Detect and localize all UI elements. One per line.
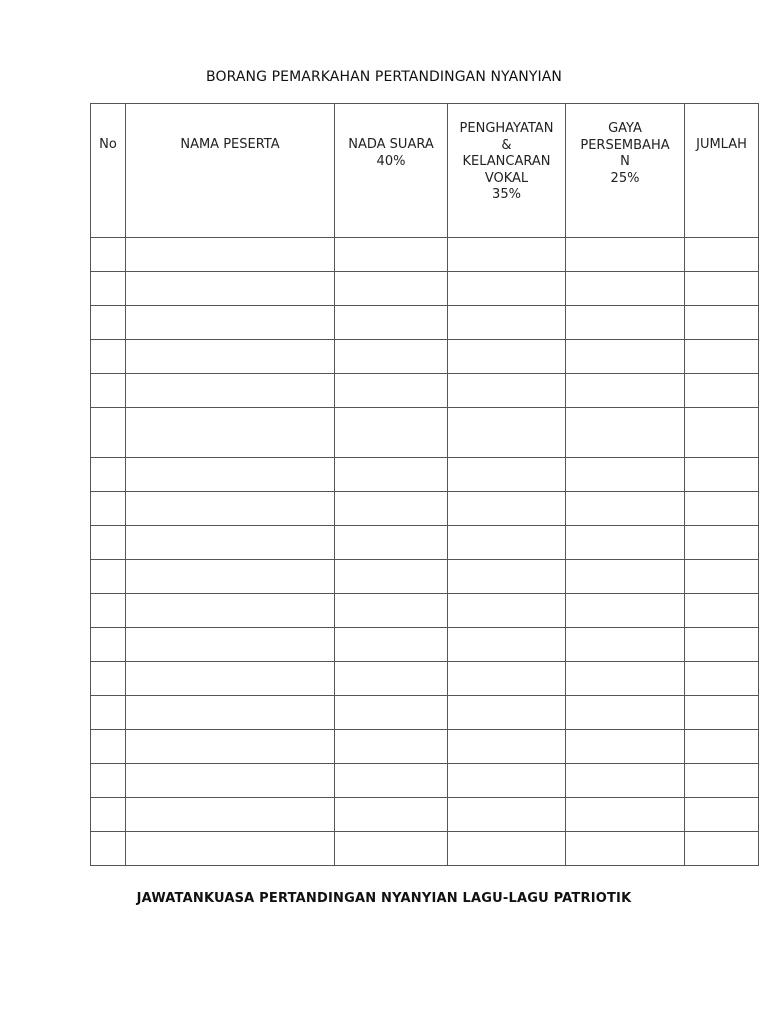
- cell-nada[interactable]: [335, 730, 448, 764]
- header-nama-peserta: NAMA PESERTA: [126, 104, 335, 238]
- cell-gaya[interactable]: [566, 340, 685, 374]
- cell-no[interactable]: [91, 272, 126, 306]
- cell-no[interactable]: [91, 306, 126, 340]
- committee-footer: JAWATANKUASA PERTANDINGAN NYANYIAN LAGU-LAGU PATRIOTIK: [136, 891, 632, 906]
- table-row: [91, 628, 759, 662]
- cell-jumlah[interactable]: [685, 408, 759, 458]
- cell-nada[interactable]: [335, 526, 448, 560]
- cell-penghayatan[interactable]: [448, 662, 566, 696]
- table-row: [91, 526, 759, 560]
- cell-penghayatan[interactable]: [448, 764, 566, 798]
- cell-gaya[interactable]: [566, 628, 685, 662]
- cell-jumlah[interactable]: [685, 560, 759, 594]
- cell-no[interactable]: [91, 662, 126, 696]
- cell-penghayatan[interactable]: [448, 458, 566, 492]
- table-row: [91, 458, 759, 492]
- cell-nada[interactable]: [335, 408, 448, 458]
- cell-nama[interactable]: [126, 340, 335, 374]
- cell-jumlah[interactable]: [685, 696, 759, 730]
- table-row: [91, 272, 759, 306]
- cell-nada[interactable]: [335, 696, 448, 730]
- table-row: [91, 374, 759, 408]
- cell-penghayatan[interactable]: [448, 492, 566, 526]
- cell-jumlah[interactable]: [685, 832, 759, 866]
- table-row: [91, 798, 759, 832]
- table-row: [91, 730, 759, 764]
- cell-penghayatan[interactable]: [448, 832, 566, 866]
- cell-gaya[interactable]: [566, 492, 685, 526]
- cell-no[interactable]: [91, 458, 126, 492]
- cell-nada[interactable]: [335, 628, 448, 662]
- cell-jumlah[interactable]: [685, 340, 759, 374]
- cell-nama[interactable]: [126, 408, 335, 458]
- cell-penghayatan[interactable]: [448, 628, 566, 662]
- header-nada-suara: NADA SUARA 40%: [335, 104, 448, 238]
- table-header-row: [91, 104, 759, 238]
- cell-nada[interactable]: [335, 272, 448, 306]
- cell-penghayatan[interactable]: [448, 560, 566, 594]
- cell-jumlah[interactable]: [685, 764, 759, 798]
- cell-jumlah[interactable]: [685, 492, 759, 526]
- cell-penghayatan[interactable]: [448, 798, 566, 832]
- cell-gaya[interactable]: [566, 526, 685, 560]
- cell-gaya[interactable]: [566, 662, 685, 696]
- cell-gaya[interactable]: [566, 560, 685, 594]
- cell-jumlah[interactable]: [685, 374, 759, 408]
- cell-jumlah[interactable]: [685, 730, 759, 764]
- cell-gaya[interactable]: [566, 730, 685, 764]
- cell-penghayatan[interactable]: [448, 526, 566, 560]
- scoring-table: [90, 103, 759, 866]
- cell-no[interactable]: [91, 696, 126, 730]
- cell-penghayatan[interactable]: [448, 594, 566, 628]
- cell-nama[interactable]: [126, 832, 335, 866]
- cell-no[interactable]: [91, 374, 126, 408]
- cell-jumlah[interactable]: [685, 798, 759, 832]
- cell-gaya[interactable]: [566, 696, 685, 730]
- cell-no[interactable]: [91, 526, 126, 560]
- cell-nama[interactable]: [126, 272, 335, 306]
- header-no: No: [91, 104, 126, 238]
- cell-nama[interactable]: [126, 594, 335, 628]
- cell-nama[interactable]: [126, 526, 335, 560]
- cell-penghayatan[interactable]: [448, 272, 566, 306]
- cell-penghayatan[interactable]: [448, 238, 566, 272]
- header-jumlah: JUMLAH: [685, 104, 759, 238]
- table-row: [91, 764, 759, 798]
- cell-nama[interactable]: [126, 306, 335, 340]
- cell-gaya[interactable]: [566, 238, 685, 272]
- header-gaya-persembahan: GAYA PERSEMBAHA N 25%: [566, 104, 685, 238]
- table-row: [91, 492, 759, 526]
- cell-nama[interactable]: [126, 628, 335, 662]
- cell-penghayatan[interactable]: [448, 696, 566, 730]
- cell-jumlah[interactable]: [685, 628, 759, 662]
- cell-nada[interactable]: [335, 306, 448, 340]
- cell-gaya[interactable]: [566, 798, 685, 832]
- table-row: [91, 696, 759, 730]
- cell-jumlah[interactable]: [685, 526, 759, 560]
- cell-gaya[interactable]: [566, 458, 685, 492]
- cell-jumlah[interactable]: [685, 662, 759, 696]
- cell-gaya[interactable]: [566, 408, 685, 458]
- table-row: [91, 340, 759, 374]
- cell-nada[interactable]: [335, 662, 448, 696]
- table-row: [91, 238, 759, 272]
- cell-nada[interactable]: [335, 764, 448, 798]
- table-row: [91, 560, 759, 594]
- cell-penghayatan[interactable]: [448, 730, 566, 764]
- table-row: [91, 662, 759, 696]
- cell-nada[interactable]: [335, 374, 448, 408]
- cell-nada[interactable]: [335, 798, 448, 832]
- cell-no[interactable]: [91, 492, 126, 526]
- cell-no[interactable]: [91, 560, 126, 594]
- cell-nada[interactable]: [335, 238, 448, 272]
- cell-gaya[interactable]: [566, 764, 685, 798]
- cell-jumlah[interactable]: [685, 306, 759, 340]
- cell-jumlah[interactable]: [685, 458, 759, 492]
- table-row: [91, 408, 759, 458]
- cell-nada[interactable]: [335, 458, 448, 492]
- cell-nada[interactable]: [335, 594, 448, 628]
- cell-penghayatan[interactable]: [448, 340, 566, 374]
- cell-no[interactable]: [91, 594, 126, 628]
- cell-nama[interactable]: [126, 458, 335, 492]
- cell-gaya[interactable]: [566, 374, 685, 408]
- cell-no[interactable]: [91, 730, 126, 764]
- cell-jumlah[interactable]: [685, 594, 759, 628]
- cell-no[interactable]: [91, 238, 126, 272]
- cell-no[interactable]: [91, 408, 126, 458]
- table-row: [91, 832, 759, 866]
- cell-nama[interactable]: [126, 492, 335, 526]
- cell-nama[interactable]: [126, 560, 335, 594]
- cell-nama[interactable]: [126, 662, 335, 696]
- cell-nama[interactable]: [126, 798, 335, 832]
- cell-jumlah[interactable]: [685, 238, 759, 272]
- cell-no[interactable]: [91, 340, 126, 374]
- cell-nama[interactable]: [126, 238, 335, 272]
- cell-no[interactable]: [91, 798, 126, 832]
- cell-no[interactable]: [91, 832, 126, 866]
- cell-gaya[interactable]: [566, 594, 685, 628]
- cell-nama[interactable]: [126, 374, 335, 408]
- table-body: [91, 238, 759, 866]
- cell-no[interactable]: [91, 628, 126, 662]
- table-row: [91, 306, 759, 340]
- cell-no[interactable]: [91, 764, 126, 798]
- cell-nada[interactable]: [335, 492, 448, 526]
- form-title: BORANG PEMARKAHAN PERTANDINGAN NYANYIAN: [206, 69, 562, 85]
- cell-penghayatan[interactable]: [448, 408, 566, 458]
- cell-nada[interactable]: [335, 560, 448, 594]
- cell-nada[interactable]: [335, 832, 448, 866]
- cell-nama[interactable]: [126, 730, 335, 764]
- cell-nama[interactable]: [126, 696, 335, 730]
- table-row: [91, 594, 759, 628]
- cell-penghayatan[interactable]: [448, 374, 566, 408]
- header-penghayatan: PENGHAYATAN & KELANCARAN VOKAL 35%: [448, 104, 566, 238]
- cell-gaya[interactable]: [566, 272, 685, 306]
- cell-nada[interactable]: [335, 340, 448, 374]
- cell-nama[interactable]: [126, 764, 335, 798]
- cell-gaya[interactable]: [566, 832, 685, 866]
- cell-jumlah[interactable]: [685, 272, 759, 306]
- cell-gaya[interactable]: [566, 306, 685, 340]
- cell-penghayatan[interactable]: [448, 306, 566, 340]
